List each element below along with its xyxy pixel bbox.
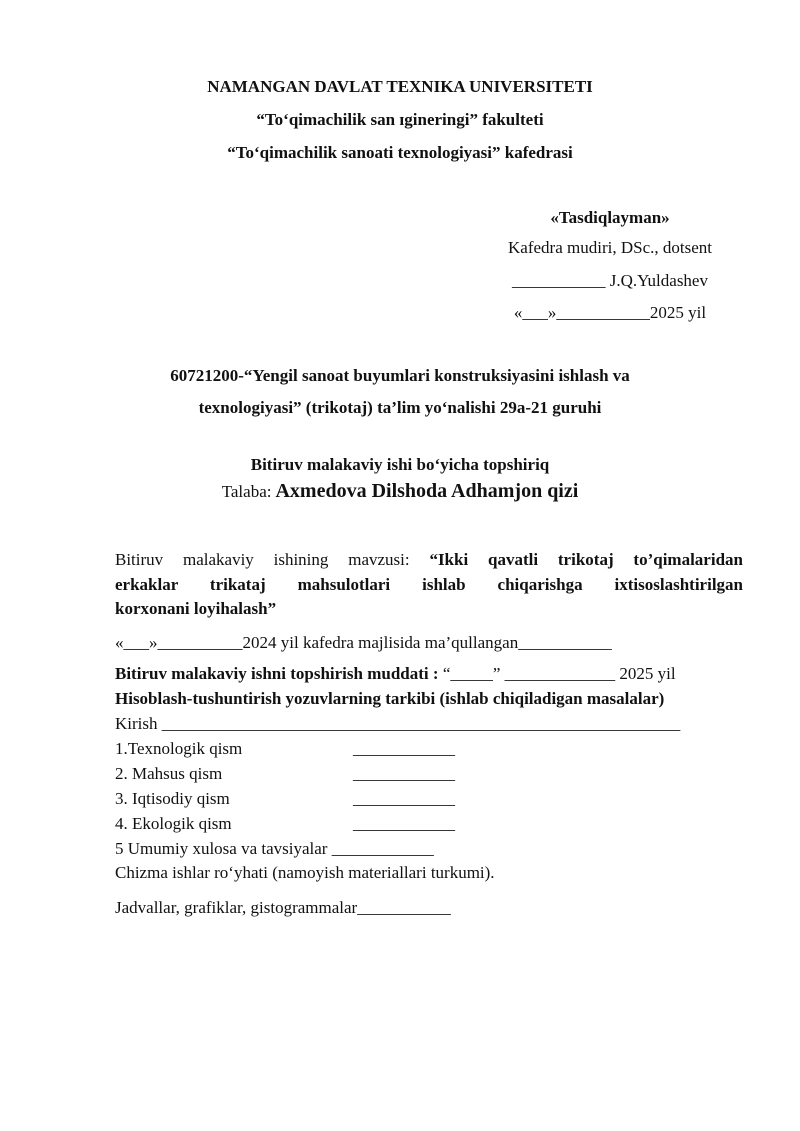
topic-line-3: korxonani loyihalash” [115, 599, 277, 618]
program-line-1: 60721200-“Yengil sanoat buyumlari konstruksiyasini ishlash va [170, 366, 630, 385]
student-name: Axmedova Dilshoda Adhamjon qizi [275, 480, 579, 502]
section-2-label: 2. Mahsus qism [115, 764, 223, 783]
student-line [0, 480, 800, 503]
university-name: NAMANGAN DAVLAT TEXNIKA UNIVERSITETI [207, 77, 593, 96]
section-2-blank: ____________ [353, 764, 455, 783]
program-line-2: texnologiyasi” (trikotaj) ta’lim yo‘nalishi 29a-21 guruhi [198, 398, 602, 417]
approval-signature: ___________ J.Q.Yuldashev [512, 271, 708, 290]
tables-line: Jadvallar, grafiklar, gistogrammalar___________ [115, 898, 451, 917]
approval-title: «Tasdiqlayman» [550, 208, 670, 227]
assignment-title: Bitiruv malakaviy ishi bo‘yicha topshiriq [250, 455, 550, 474]
approval-date: «___»___________2025 yil [513, 303, 707, 322]
topic-label: Bitiruv malakaviy ishining mavzusi: [115, 550, 410, 569]
deadline-line [115, 664, 676, 684]
intro-line: Kirish _____________________________________________________________ [115, 714, 681, 733]
department-name: “To‘qimachilik sanoati texnologiyasi” kafedrasi [227, 143, 573, 162]
deadline-value: “_____” _____________ 2025 yil [438, 664, 676, 683]
contents-title: Hisoblash-tushuntirish yozuvlarning tarkibi (ishlab chiqiladigan masalalar) [115, 689, 665, 708]
topic-title-start: “Ikki qavatli trikotaj to’qimalaridan [429, 550, 743, 569]
section-3-blank: ____________ [353, 789, 455, 808]
section-3-label: 3. Iqtisodiy qism [115, 789, 230, 808]
deadline-label: Bitiruv malakaviy ishni topshirish muddati : [115, 664, 439, 683]
faculty-name: “To‘qimachilik san ɪgineringi” fakulteti [256, 110, 544, 129]
student-label: Talaba: [221, 482, 272, 501]
section-4-blank: ____________ [353, 814, 455, 833]
drawings-line: Chizma ishlar ro‘yhati (namoyish materiallari turkumi). [115, 863, 495, 882]
approval-position: Kafedra mudiri, DSc., dotsent [508, 238, 712, 257]
section-1-label: 1.Texnologik qism [115, 739, 243, 758]
section-4-label: 4. Ekologik qism [115, 814, 232, 833]
topic-line-2: erkaklar trikataj mahsulotlari ishlab chiqarishga ixtisoslashtirilgan [115, 575, 743, 594]
topic-line-1 [115, 550, 743, 570]
conclusion-line: 5 Umumiy xulosa va tavsiyalar ____________ [115, 839, 434, 858]
section-1-blank: ____________ [353, 739, 455, 758]
approved-line: «___»__________2024 yil kafedra majlisida ma’qullangan___________ [115, 633, 612, 652]
